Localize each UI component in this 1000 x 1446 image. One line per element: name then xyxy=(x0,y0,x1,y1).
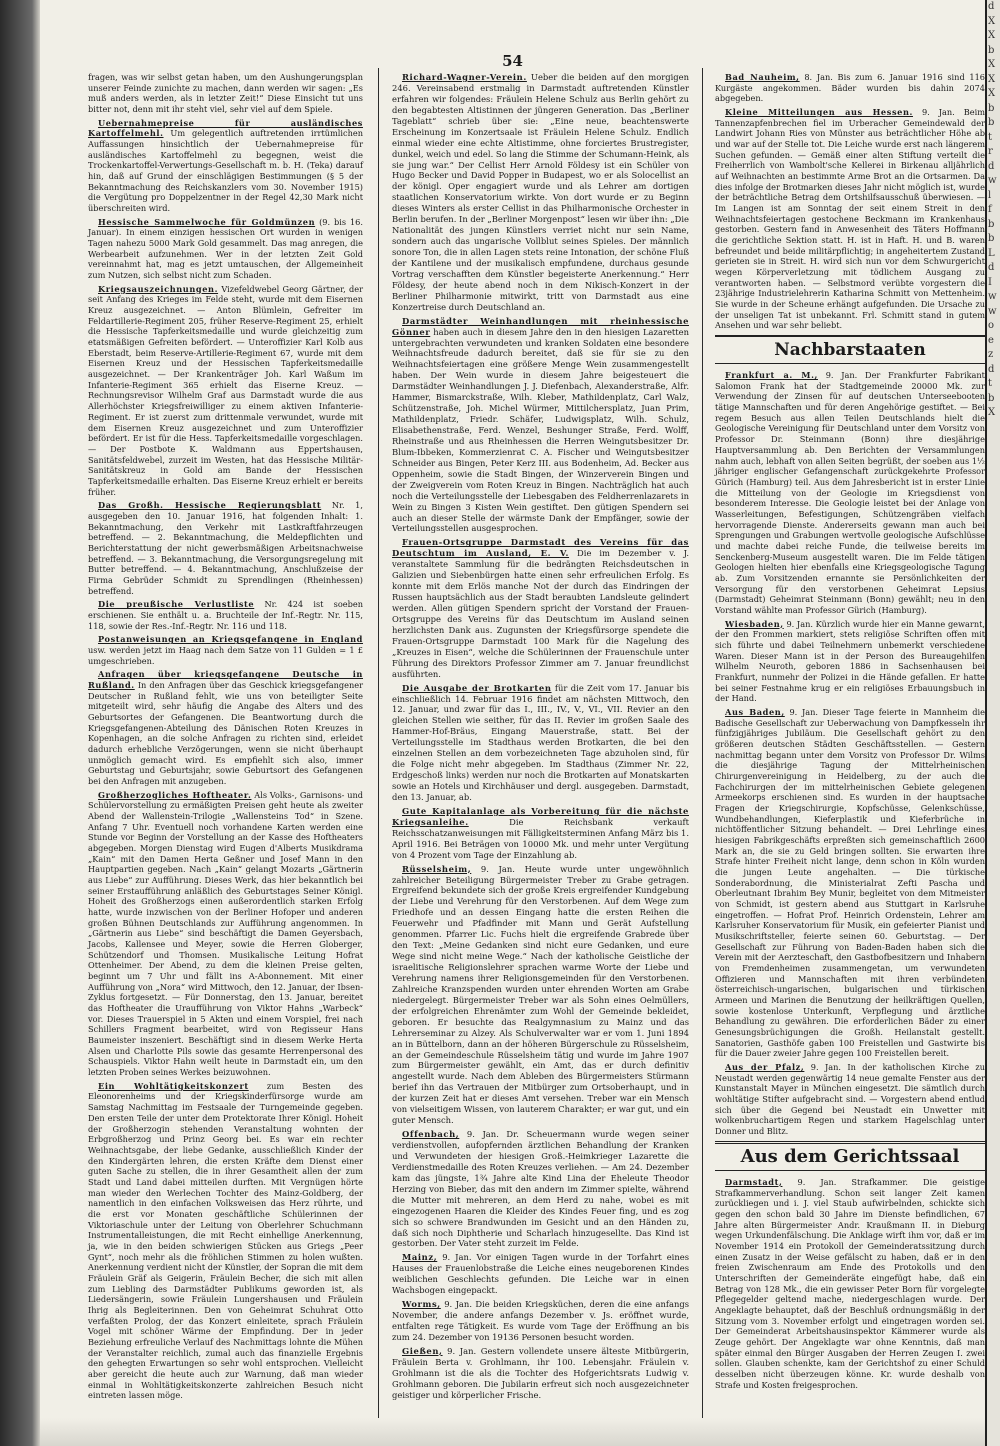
article xyxy=(392,683,689,803)
adjacent-page-glyph: X xyxy=(988,73,995,85)
adjacent-page-glyph: b xyxy=(988,44,994,56)
adjacent-page-glyph: b xyxy=(988,233,994,244)
article xyxy=(715,619,985,704)
article-body: usw. werden jetzt im Haag nach dem Satze von 11 Gulden = 1 £ umgeschrieben. xyxy=(88,644,363,666)
article xyxy=(715,1177,985,1390)
article xyxy=(392,72,689,313)
article-headline: Aus der Pfalz, xyxy=(725,1062,805,1073)
article-body: 9. Jan. Die beiden Kriegsküchen, deren die eine anfangs November, die andere anfangs Dezember v. Js. eröffnet wurde, entfalten rege Tätigkeit. Es wurde vom Tage der Eröffnung an bis zum 24. Dezember von 19136 Personen besucht worden. xyxy=(392,1299,689,1342)
article xyxy=(88,634,363,666)
article-headline: Frankfurt a. M., xyxy=(725,370,818,381)
article xyxy=(392,864,689,1127)
adjacent-page-glyph: b xyxy=(988,218,994,230)
article xyxy=(88,790,363,1078)
article-headline: Bad Nauheim, xyxy=(725,72,800,82)
article xyxy=(715,1062,985,1137)
article-body: 9. Jan. Beim Tannenzapfenbrechen fiel im Urberacher Gemeindewald der Landwirt Johann Ries von Münster aus beträchtlicher Höhe ab und war auf der Stelle tot. Die Leiche wurde erst nach längerem Suchen gefunden. — Gemäß einer alten Stiftung verteilt die Freiherrlich von Wambolt'sche Kellerei in Birkenau alljährlich auf Weihnachten an bestimmte Arme Brot an die Ortsarmen. Da dies infolge der Brotmarken dieses Jahr nicht möglich ist, wurde der beträchtliche Betrag dem Ortshilfsausschuß überwiesen. — Im Langen ist am Sonntag der seit einem Streit in den Weihnachtsfeiertagen gestochene Beckmann im Krankenhaus gestorben. Gestern fand in Anwesenheit des Täters Hoffmann die gerichtliche Sektion statt. H. ist in Haft. H. und B. waren befreundet und beide militärpflichtig; in angeheitertem Zustand gerieten sie in Streit. H. wird sich nun vor dem Schwurgericht wegen Körperverletzung mit tödlichem Ausgang zu verantworten haben. — Selbstmord verübte vorgestern die 23jährige Industrielehrerin Katharina Schmitt von Mettenheim. Sie wurde in der Scheune erhängt aufgefunden. Die Ursache zu der unseligen Tat ist unbekannt. Frl. Schmitt stand in gutem Ansehen und war sehr beliebt. xyxy=(715,107,985,331)
article-body: Die Reichsbank verkauft Reichsschatzanweisungen mit Fälligkeitsterminen Anfang März bis 1. April 1916. Bei Beträgen von 10000 Mk. und mehr unter Vergütung von 4 Prozent vom Tage der Einzahlung ab. xyxy=(392,816,689,860)
article xyxy=(392,1346,689,1401)
article-body: (9. bis 16. Januar). In einem einzigen hessischen Ort wurden in wenigen Tagen nahezu 5000 Mark Gold gesammelt. Das mag anregen, die Werbearbeit aufzunehmen. Wer in der letzten Zeit Gold vereinnahmt hat, mag es jetzt umtauschen, der Allgemeinheit zum Nutzen, sich selbst nicht zum Schaden. xyxy=(88,216,363,281)
adjacent-page-glyph: r xyxy=(988,146,992,157)
article-body: 9. Jan. Gestern vollendete unsere älteste Mitbürgerin, Fräulein Berta v. Grohlmann, ihr 100. Lebensjahr. Fräulein v. Grohlmann ist die als die Tochter des Hofgerichtsrats Ludwig v. Grohlmann geboren. Die Jubilarin erfreut sich noch ausgezeichneter geistiger und körperlicher Frische. xyxy=(392,1345,689,1400)
article-body: 9. Jan. Dr. Scheuermann wurde wegen seiner verdienstvollen, aufopfernden ärztlichen Behandlung der Kranken und Verwundeten der hiesigen Groß.-Heimkrieger Lazarette die Verdienstmedaille des Roten Kreuzes verliehen. — Am 24. Dezember kam das jüngste, 1¾ Jahre alte Kind Lina der Eheleute Theodor Herzing von Bieber, das mit den andern im Zimmer spielte, während die Mutter mit mehreren, an dem Herd zu nahe, wobei es mit eingezogenen Haaren die Kleider des Kindes Feuer fing, und es zog sich so schwere Brandwunden im Gesicht und an den Händen zu, daß sich noch Diphtherie und Scharlach hinzugesellte. Das Kind ist gestorben. Der Vater steht zurzeit im Felde. xyxy=(392,1129,689,1249)
article-headline: Darmstadt, xyxy=(725,1176,783,1187)
article-body: 9. Jan. Dieser Tage feierte in Mannheim die Badische Gesellschaft zur Ueberwachung von Dampfkesseln ihr fünfzigjähriges Jubiläum. Die Gesellschaft gehört zu den größeren deutschen Städten Geschäftsstellen. — Gestern nachmittag begann unter dem Vorsitz von Professor Dr. Wilms die diesjährige Tagung der Mittelrheinischen Chirurgenvereinigung in Heidelberg, zu der auch die Fachchirurgen der im mittelrheinischen Gebiete gelegenen Armeekorps erschienen sind. Es wurden in der hauptsache Fragen der Kriegschirurgie, Kopfschüsse, Gelenkschüsse, Wundbehandlungen, Kieferplastik und Kieferbrüche in nichtöffentlicher Sitzung behandelt. — Drei Lehrlinge eines hiesigen Fabrikgeschäfts erpreßten sich gemeinschaftlich 2600 Mark an, die sie zu Geld bringen sollten. Sie erwarten ihre Strafe hinter Freiheit nicht lange, denn schon in Köln wurden die jungen Leute angehalten. — Die türkische Sonderabordnung, die Ministerialrat Zefti Pascha und Oberleutnant Ibrahim Bey Munir, begleitet von dem Mitmeister von Schmidt, ist gestern abend aus Stuttgart in Karlsruhe eingetroffen. — Hofrat Prof. Heinrich Ordenstein, Lehrer am Karlsruher Konservatorium für Musik, ein gefeierter Pianist und Musikschriftsteller, feierte seinen 60. Geburtstag. — Der Gesellschaft zur Führung von Baden-Baden haben sich die Verein mit der Aerzteschaft, den Gastbofbesitzern und Inhabern von Fremdenheimen zusammengetan, um verwundeten Offizieren und Mannschaften mit ihren verbündeten österreichisch-ungarischen, bulgarischen und türkischen Armeen und Marinen die Benutzung der heilkräftigen Quellen, sowie kostenlose Unterkunft, Verpflegung und ärztliche Behandlung zu gewähren. Die erforderlichen Bäder zu einer Genesungsbrüchigungen die Großh. Heilanstalt gestellt. Sanatorien, Gasthöfe gaben 100 Freistellen und Gastwirte bis für die Dauer zweier Jahre gegen 100 Freistellen bereit. xyxy=(715,706,985,1059)
left-binding-shadow xyxy=(0,0,40,1446)
article xyxy=(392,1299,689,1343)
article-headline: Gute Kapitalanlage als Vorbereitung für die nächste Kriegsanleihe. xyxy=(392,805,689,827)
article-body: 9. Jan. Heute wurde unter ungewöhnlich zahlreicher Beteiligung Bürgermeister Treber zu Grabe getragen. Ergreifend bekundete sich der große Kreis ergreifender Kundgebung der Liebe und Verehrung für den Verstorbenen. Auf dem Wege zum Friedhofe und an dessen Eingang hatte die ersten Reihen die Feuerwehr und Pfadfinder mit Mann und Gerät Aufstellung genommen. Pfarrer Lic. Fuchs hielt die ergreifende Grabrede über den Text: „Meine Gedanken sind nicht eure Gedanken, und eure Wege sind nicht meine Wege.“ Nach der katholische Geistliche der israelitische Religionslehrer sprachen warme Worte der Liebe und Verehrung namens ihrer Religionsgemeinden für den Verstorbenen. Zahlreiche Kranzspenden wurden unter ehrenden Worten am Grabe niedergelegt. Bürgermeister Treber war als Sohn eines Oelmüllers, der erfolgreichen Ehrenämter zum Wohl der Gemeinde bekleidet, geboren. Er besuchte das Realgymnasium zu Mainz und das Lehrerseminar zu Alzey. Als Schulverwalter war er vom 1. Juni 1894 an in Büttelborn, dann an der höheren Bürgerschule zu Rüsselsheim, an der Gemeindeschule Rüsselsheim tätig und wurde im Jahre 1907 zum Bürgermeister gewählt, ein Amt, das er durch definitiv angestellt wurde. Nach dem Ableben des Bürgermeisters Stürmann berief ihn das Vertrauen der Mitbürger zum Ortsoberhaupt, und in der kurzen Zeit hat er dieses Amt versehen. Treber war ein Mensch von vielseitigem Wissen, von lauterem Charakter; er war gut, und ein guter Mensch. xyxy=(392,863,689,1126)
article-headline: Kriegsauszeichnungen. xyxy=(98,283,219,294)
article xyxy=(88,500,363,596)
adjacent-page-glyph: X xyxy=(988,59,995,70)
article-body: 8. Jan. Bis zum 6. Januar 1916 sind 116 Kurgäste angekommen. Bäder wurden bis dahin 2074 abgegeben. xyxy=(715,72,985,104)
article xyxy=(88,284,363,497)
article xyxy=(88,118,363,214)
adjacent-page-glyph: I xyxy=(988,276,991,288)
article-body: In den Anfragen über das Geschick kriegsgefangener Deutscher in Rußland fehlt, wie uns von beteiligter Seite mitgeteilt wird, sehr häufig die Angabe des Alters und des Geburtsortes der Gefangenen. Die Beantwortung durch die Kriegsgefangenen-Abteilung des Dänischen Roten Kreuzes in Kopenhagen, an die solche Anfragen zu richten sind, erleidet dadurch erhebliche Verzögerungen, wenn sie nicht überhaupt unmöglich gemacht wird. Es empfiehlt sich also, immer Geburtstag und Geburtsjahr, sowie Geburtsort des Gefangenen bei den Anfragen mit anzugeben. xyxy=(88,679,363,786)
adjacent-page-glyph: b xyxy=(988,392,994,404)
article xyxy=(88,669,363,786)
adjacent-page-glyph: z xyxy=(988,349,993,360)
article xyxy=(715,707,985,1059)
article-headline: Wiesbaden, xyxy=(725,618,784,629)
adjacent-page-glyph: w xyxy=(988,305,996,317)
adjacent-page-glyph: d xyxy=(988,160,994,172)
section-heading-nachbarstaaten: Nachbarstaaten xyxy=(715,335,985,364)
column-rule xyxy=(702,68,703,1418)
article-body: 9. Jan. Kürzlich wurde hier ein Manne gewarnt, der den Frommen markiert, stets religiöse Schriften offen mit sich führte und dabei Teilnehmern unbemerkt verschiedene Waren. Dieser Mann ist in der Person des Bureaugehilfen Wilhelm Neuroth, geboren 1886 in Sachsenhausen bei Frankfurt, nunmehr der Polizei in die Hände gefallen. Er hatte bei seiner Festnahme krug er ein religiöses Erbauungsbuch in der Hand. xyxy=(715,618,985,704)
article xyxy=(715,107,985,331)
adjacent-page-glyph: w xyxy=(988,175,996,186)
article xyxy=(392,1129,689,1249)
article xyxy=(392,316,689,535)
article-body: 9. Jan. Strafkammer. Die geistige Strafkammerverhandlung. Schon seit langer Zeit kamen zurückliegen und i. J. viel Staub aufwirbelnden, schickte sich gegen den schon bald 30 Jahre im Dienste befindlichen, 67 Jahre alten Bürgermeister Andr. Kraußmann II. in Dieburg wegen Urkundenfälschung. Die Anklage wirft ihm vor, daß er im November 1914 ein Protokoll der Gemeinderatssitzung durch einen Zusatz in der Weise gefälscht zu haben, daß er in den freien Zwischenraum am Ende des Protokolls und den Unterschriften der Gemeinderäte eingefügt habe, daß ein Betrag von 128 Mk., die ein gewisser Peter Born für vorgelegte Pflegegelder geltend mache, niedergeschlagen wurde. Der Angeklagte behauptet, daß der Beschluß ordnungsmäßig in der Sitzung vom 3. November erfolgt und eingetragen worden sei. Der Gemeinderat Arbeitshausinspektor Kämmerer wurde als Zeuge gehört. Der Angeklagte war ohne Kenntnis, daß man später einmal den Bürger Ausgaben der Herren Zeugen I. zwei sollen. Glauben schenkte, kam der Gerichtshof zu einer Schuld desselben nicht überzeugen könne. Kr. wurde deshalb von Strafe und Kosten freigesprochen. xyxy=(715,1176,985,1390)
article-headline: Richard-Wagner-Verein. xyxy=(402,72,527,82)
article xyxy=(392,537,689,679)
article xyxy=(392,1252,689,1296)
column-2 xyxy=(392,72,689,1404)
column-3 xyxy=(715,72,985,1393)
article xyxy=(715,370,985,615)
section-heading-gerichtssaal: Aus dem Gerichtssaal xyxy=(715,1141,985,1171)
article-headline: Die Ausgabe der Brotkarten xyxy=(402,682,552,693)
adjacent-page-glyph: f xyxy=(988,204,991,215)
adjacent-page-glyph: X xyxy=(988,88,995,99)
article-headline: Uebernahmepreise für ausländisches Kartoffelmehl. xyxy=(88,117,363,139)
article-headline: Gießen, xyxy=(402,1345,443,1356)
column-1 xyxy=(88,72,363,1404)
article xyxy=(88,217,363,281)
column-rule xyxy=(378,68,379,1418)
article-headline: Frauen-Ortsgruppe Darmstadt des Vereins für das Deutschtum im Ausland, E. V. xyxy=(392,537,689,559)
article-body: 9. Jan. Der Frankfurter Fabrikant Salomon Frank hat der Stadtgemeinde 20000 Mk. zur Verwendung der Zinsen für auf deutschen Unterseebooten tätige Mannschaften und für deren Angehörige gestiftet. — Bei regem Besuch aus allen Teilen Deutschlands hielt die Geologische Vereinigung für Deutschland unter dem Vorsitz von Professor Dr. Steinmann (Bonn) ihre diesjährige Hauptversammlung ab. Den Berichten der Versammlungen nahm auch, lebhaft von allen Seiten begrüßt, der soeben aus 1½ jähriger englischer Gefangenschaft zurückgekehrte Professor Gürich (Hamburg) teil. Aus dem Jahresbericht ist in erster Linie die Mitteilung von der Geologie im Kriegsdienst von besonderem Interesse. Die Geologie leistet bei der Anlage von Wasserleitungen, Befestigungen, Schützengräben vielfach hervorragende Dienste. Andererseits gewann man auch bei Sprengungen und Grabungen wertvolle geologische Aufschlüsse und machte dabei reiche Funde, die teilweise bereits im Senckenberg-Museum ausgestellt waren. Die im Felde tätigen Geologen hielten hier ebenfalls eine Kriegsgeologische Tagung ab. Zum Vorsitzenden ernannte sie Persönlichkeiten der Versorgung für den verstorbenen Geheimrat Lepsius (Darmstadt) Geheimrat Steinmann (Bonn) gewählt; neu in den Vorstand wählte man Professor Gürich (Hamburg). xyxy=(715,370,985,615)
adjacent-page-glyph: L xyxy=(988,247,994,259)
article-headline: Offenbach, xyxy=(402,1129,460,1140)
article xyxy=(715,72,985,104)
article-body: Die im Dezember v. J. veranstaltete Sammlung für die bedrängten Reichsdeutschen in Galizien und Siebenbürgen hatte einen sehr erfreulichen Erfolg. Es konnte mit dem Erlös manche Not der durch das Eindringen der Russen hauptsächlich aus der Stadt beraubten Landsleute gelindert werden. Allen gütigen Spendern spricht der Vorstand der Frauen-Ortsgruppe des Vereins für das Deutschtum im Ausland seinen herzlichsten Dank aus. Zugunsten der Kriegsfürsorge spendete die Frauen-Ortsgruppe Darmstadt 100 Mark für die Nagelung des „Kreuzes in Eisen“, welche die Schülerinnen der Frauenschule unter Führung des Direktors Professor Zimmer am 7. Januar freundlichst ausführten. xyxy=(392,548,689,679)
article-headline: Darmstädter Weinhandlungen mit rheinhessische Gönner xyxy=(392,315,689,337)
article-body: Nr. 1, ausgegeben den 10. Januar 1916, hat folgenden Inhalt: 1. Bekanntmachung, den Verkehr mit Lastkraftfahrzeugen betreffend. — 2. Bekanntmachung, die Meldepflichten und Berichterstattung der nicht gewerbsmäßigen Arbeitsnachweise betreffend. — 3. Bekanntmachung, die Versorgungsregelung mit Butter betreffend. — 4. Bekanntmachung, Anschlußzeise der Firma Gebrüder Schmidt zu Sprendlingen (Rheinhessen) betreffend. xyxy=(88,500,363,596)
article-headline: Rüsselsheim, xyxy=(402,863,472,874)
article-headline: Die preußische Verlustliste xyxy=(98,599,255,610)
article-body: haben auch in diesem Jahre den in den hiesigen Lazaretten untergebrachten verwundeten und kranken Soldaten eine besondere Weihnachtsfreude dadurch bereitet, daß sie für sie zu den Weihnachtsfeiertagen eine größere Menge Wein zusammengestellt haben. Der Wein wurde in diesem Jahre beigesteuert die Darmstädter Weinhandlungen J. J. Diefenbach, Alexanderstraße, Alfr. Hammer, Bismarckstraße, Wilh. Kleber, Mathildenplatz, Carl Walz, Schützenstraße, Joh. Michel Würmer, Mittilchersplatz, Juan Prim, Mathildenplatz, Friedr. Schäfer, Ludwigsplatz, Wilh. Schulz, Elisabethenstraße, Ferd. Wenzel, Beshunger Straße, Ferd. Wolff, Rheinstraße und aus Rheinhessen die Herren Weingutsbesitzer Dr. Blum-Ibbeken, Kommerzienrat C. A. Fischer und Weingutsbesitzer Schneider aus Bingen, Peter Kerz III. aus Bodenheim, Ad. Becker aus Oppenheim, sowie die Stadt Bingen, der Winzerverein Bingen und der Zweigverein vom Roten Kreuz in Bingen. Nachträglich hat auch noch die Verteilungsstelle der Liebesgaben des Feldherrenlazarets in Wein zu Bingen 3 Kisten Wein gestiftet. Den gütigen Spendern sei auch an dieser Stelle der wärmste Dank der Empfänger, sowie der Verteilungsstellen ausgesprochen. xyxy=(392,326,689,534)
adjacent-page-glyph: b xyxy=(988,102,994,114)
article-body: für die Zeit vom 17. Januar bis einschließlich 14. Februar 1916 findet am nächsten Mittwoch, den 12. Januar, und zwar für das I., III., IV., V., VI., VII. Revier an den gleichen Stellen wie seither, für das II. Revier im großen Saale des Hammer-Hof-Bräus, Eingang Mauerstraße, statt. Bei der Verteilungsstelle im Stadthaus werden Brotkarten, die bei den einzelnen Stellen an dem vorbezeichneten Tage abzuholen sind, für die Folge nicht mehr abgegeben. Im Stadthaus (Zimmer Nr. 22, Erdgeschoß links) werden nur noch die Brotkarten auf Monatskarten sowie an Hotels und Kirchhäuser und dergl. ausgegeben. Darmstadt, den 13. Januar, ab. xyxy=(392,682,690,802)
newspaper-page xyxy=(40,0,985,1446)
article-headline: Anfragen über kriegsgefangene Deutsche in Rußland. xyxy=(88,669,363,690)
article-headline: Das Großh. Hessische Regierungsblatt xyxy=(98,500,322,511)
adjacent-page-glyph: d xyxy=(988,363,994,375)
adjacent-page-glyph: d xyxy=(988,262,994,273)
adjacent-page-glyph: l xyxy=(988,189,991,201)
adjacent-page-glyph: t xyxy=(988,131,992,143)
adjacent-page-glyph: d xyxy=(988,1,994,12)
article xyxy=(392,806,689,861)
article xyxy=(88,599,363,631)
article-headline: Aus Baden, xyxy=(725,706,785,717)
article-headline: Hessische Sammelwoche für Goldmünzen xyxy=(98,216,316,227)
adjacent-page-text xyxy=(987,0,1000,421)
article-headline: Postanweisungen an Kriegsgefangene in England xyxy=(98,634,363,645)
article-body: Vizefeldwebel Georg Gärtner, der seit Anfang des Krieges im Felde steht, wurde mit dem Eisernen Kreuz ausgezeichnet. — Anton Blümlein, Gefreiter im Feldartillerie-Regiment 205, früher Reserve-Regiment 25, erhielt die Hessische Tapferkeitsmedaille und wurde gleichzeitig zum etatsmäßigen Gefreiten befördert. — Unteroffizier Karl Kolb aus Eberstadt, beim Reserve-Artillerie-Regiment 67, wurde mit dem Eisernen Kreuz und der Hessischen Tapferkeitsmedaille ausgezeichnet. — Der Krankenträger Joh. Karl Waßum im Infanterie-Regiment 365 erhielt das Eiserne Kreuz. — Rechnungsrevisor Wilhelm Graf aus Darmstadt wurde die aus Allerhöchster Kriegsfreiwilliger zu einem aktiven Infanterie-Regiment. Er ist zuerst zum drittenmale verwundet, wurde mit dem Eisernen Kreuz ausgezeichnet und zum Unteroffizier befördert. Er ist für die Hess. Tapferkeitsmedaille vorgeschlagen. — Der Postbote K. Waldmann aus Eppertshausen, Sanitätsfeldwebel, zurzeit im Westen, hat das Hessische Militär-Sanitätskreuz in Gold am Bande der Hessischen Tapferkeitsmedaille erhalten. Das Eiserne Kreuz erhielt er bereits früher. xyxy=(88,283,364,497)
article-continuation: fragen, was wir selbst getan haben, um den Aushungerungsplan unserer Feinde zunichte zu machen, dann werden wir sagen: „Es muß anders werden, als in letzter Zeit!“ Diese Einsicht tut uns bitter not, denn mit ihr steht viel, sehr viel auf dem Spiele. xyxy=(88,72,363,115)
article-body: Ueber die beiden auf den morgigen 246. Vereinsabend erstmalig in Darmstadt auftretenden Künstler erfahren wir folgendes: Fräulein Helene Schulz aus Berlin gehört zu den begabtesten Altistinnen der jüngeren Generation. Das „Berliner Tageblatt“ schrieb über sie: „Eine neue, beachtenswerte Erscheinung im Konzertsaale ist Fräulein Helene Schulz. Endlich einmal wieder eine echte Altistimme, ohne forciertes Brustregister, dunkel, weich und edel. So lang die Stimme der Schumann-Heink, als sie jung war.“ Der Cellist Herr Arnold Földesy ist ein Schüler von Hugo Becker und David Popper in Budapest, wo er als Solocellist an der königl. Oper engagiert wurde und als Lehrer am dortigen staatlichen Konservatorium wirkte. Von dort wurde er zu Beginn dieses Winters als erster Cellist in das Philharmonische Orchester in Berlin berufen. In der „Berliner Morgenpost“ lesen wir über ihn: „Die Nationalität des jungen Künstlers verriet nicht nur sein Name, sondern auch das ungarische Vollblut seines Spieles. Der männlich sonore Ton, die in allen Lagen stets reine Intonation, der schöne Fluß der Kantilene und der musikalisch empfundene, durchaus gesunde Vortrag verschafften dem Künstler begeisterte Anerkennung.“ Herr Földesy, der heute abend noch in dem Nikisch-Konzert in der Berliner Philharmonie mitwirkt, tritt von Darmstadt aus eine Konzertreise durch Deutschland an. xyxy=(392,72,690,312)
article-headline: Großherzogliches Hoftheater. xyxy=(98,789,252,800)
adjacent-page-glyph: e xyxy=(988,334,993,346)
adjacent-page-glyph: t xyxy=(988,378,992,389)
adjacent-page-edge xyxy=(985,0,1000,1446)
adjacent-page-glyph: b xyxy=(988,117,994,128)
adjacent-page-glyph: o xyxy=(988,320,994,331)
page-number: 54 xyxy=(502,52,523,70)
article-body: Nr. 424 ist soeben erschienen. Sie enthält u. a. Bruchteile der Inf.-Regtr. Nr. 115, 118, sowie der Res.-Inf.-Regtr. Nr. 116 und 118. xyxy=(88,599,363,631)
article-body: 9. Jan. Vor einigen Tagen wurde in der Torfahrt eines Hauses der Frauenlobstraße die Leiche eines neugeborenen Kindes weiblichen Geschlechts gefunden. Die Leiche war in einen Wachsbogen eingepackt. xyxy=(392,1252,689,1296)
article-headline: Mainz, xyxy=(402,1252,438,1263)
article-headline: Kleine Mitteilungen aus Hessen. xyxy=(725,107,913,118)
adjacent-page-glyph: w xyxy=(988,291,996,302)
article-headline: Ein Wohltätigkeitskonzert xyxy=(98,1080,249,1091)
page-bottom-edge xyxy=(40,1418,985,1446)
article-body: Um gelegentlich auftretenden irrtümlichen Auffassungen hinsichtlich der Uebernahmepreise für ausländisches Kartoffelmehl zu begegnen, weist die Trockenkartoffel-Verwertungs-Gesellschaft m. b. H. (Teka) darauf hin, daß auf Grund der einschlägigen Bestimmungen (§ 5 der Bekanntmachung des Reichskanzlers vom 30. November 1915) die Vergütung pro Doppelzentner in der Regel 42,30 Mark nicht überschreiten wird. xyxy=(88,128,363,214)
article-body: Als Volks-, Garnisons- und Schülervorstellung zu ermäßigten Preisen geht heute als zweiter Abend der Wallenstein-Trilogie „Wallensteins Tod“ in Szene. Anfang 7 Uhr. Eventuell noch vorhandene Karten werden eine Stunde vor Beginn der Vorstellung an der Kasse des Hoftheaters abgegeben. Morgen Dienstag wird Eugen d'Alberts Musikdrama „Kain“ mit den Damen Herta Geßner und Josef Mann in den Hauptpartien gegeben. Nach „Kain“ gelangt Mozarts „Gärtnerin aus Liebe“ zur Aufführung. Dieses Werk, das hier bekanntlich bei seiner Erstaufführung anläßlich des Geburtstages Seiner Königl. Hoheit des Großherzogs einen außerordentlich starken Erfolg hatte, wurde inzwischen von der Berliner Hofoper und anderen großen Bühnen Deutschlands zur Aufführung angenommen. In „Gärtnerin aus Liebe“ sind beschäftigt die Damen Geyersbach, Jacobs, Kallensee und Meyer, sowie die Herren Globerger, Schützendorf und Thomsen. Musikalische Leitung Hofrat Ottenheimer. Der Abend, zu dem die kleinen Preise gelten, beginnt um 7 Uhr und fällt ins A-Abonnement. Mit einer Aufführung von „Nora“ wird Mittwoch, den 12. Januar, der Ibsen-Zyklus fortgesetzt. — Für Donnerstag, den 13. Januar, bereitet das Hoftheater die Uraufführung von Viktor Hahns „Warbeck“ vor. Dieses Trauerspiel in 5 Akten und einem Vorspiel, frei nach Schillers Fragment bearbeitet, wird von Regisseur Hans Baumeister inszeniert. Beschäftigt sind in diesem Werke Herta Alsen und Charlotte Pils sowie das gesamte Herrenpersonal des Schauspiels. Viktor Hahn weilt heute in Darmstadt ein, um den letzten Proben seines Werkes beizuwohnen. xyxy=(88,789,364,1078)
article-headline: Worms, xyxy=(402,1299,441,1310)
adjacent-page-glyph: X xyxy=(988,30,995,41)
article-body: zum Besten des Eleonorenheims und der Kriegskinderfürsorge wurde am Samstag Nachmittag im Festsaale der Turngemeinde gegeben. Den ersten Teile der unter dem Protektorate Ihrer Königl. Hoheit der Großherzogin stehenden Veranstaltung wohnten der Erbgroßherzog und Prinz Georg bei. Es war ein rechter Weihnachtsgabe, der liebe Gedanke, ausschließlich Kinder der den Kindergärten lehren, die ersten Kräfte dem Dienst einer guten Sache zu stellen, die in ihrer Gesamtheit allen der zum Stadt und Land dabei mitteilen durften. Mit Vergnügen hörte man wieder den Werlechen Tochter des Mainz-Goldberg, der namentlich in den einfachen Volksweisen das Herz rührte, und die erst vor Monaten geschäftliche Schülerinnen der Viktoriaschule unter der Leitung von Oberlehrer Schuchmann Instrumentalleistungen, die mit Recht einhellige Anerkennung, ja, wie in den beiden schwierigen Stücken aus Griegs „Peer Gynt“, noch mehr als die fröhlichen Stimmen zu holen wußten. Anerkennung verdient nicht der Künstler, der Sopran die mit dem Fräulein Gräf als Geigerin, Fräulein Becher, die sich mit allen zum Liebling des Darmstädter Publikums geworden ist, als Liedersängerin, sowie Fräulein Lungershausen und Fräulein Ihrig als Begleiterinnen. Den von Geheimrat Schuhrat Otto verfaßten Prolog, der das Konzert einleitete, sprach Fräulein Vogel mit schöner Wärme der Empfindung. Der in jeder Beziehung erfreuliche Verlauf des Nachmittags lohnte die Mühen der Veranstalter reichlich, zumal auch das finanzielle Ergebnis den gehegten Erwartungen so sehr wohl entsprochen. Vielleicht aber gereicht die heute auch zur Warnung, daß man wieder einmal in Wohltätigkeitskonzerte zahlreichen Besuch nicht eintreten lassen möge. xyxy=(88,1080,363,1401)
article-body: 9. Jan. In der katholischen Kirche zu Neustadt werden gegenwärtig 14 neue gemalte Fenster aus der Kunstanstalt Mayer in München eingesetzt. Die sämtlich durch wohltätige Stifter aufgebracht sind. — Vorgestern abend entlud sich über die Gegend bei Neustadt ein Unwetter mit wolkenbruchartigem Regen und starkem Hagelschlag unter Donner und Blitz. xyxy=(715,1062,985,1137)
adjacent-page-glyph: X xyxy=(988,407,995,418)
adjacent-page-glyph: X xyxy=(988,15,995,27)
article xyxy=(88,1081,363,1401)
